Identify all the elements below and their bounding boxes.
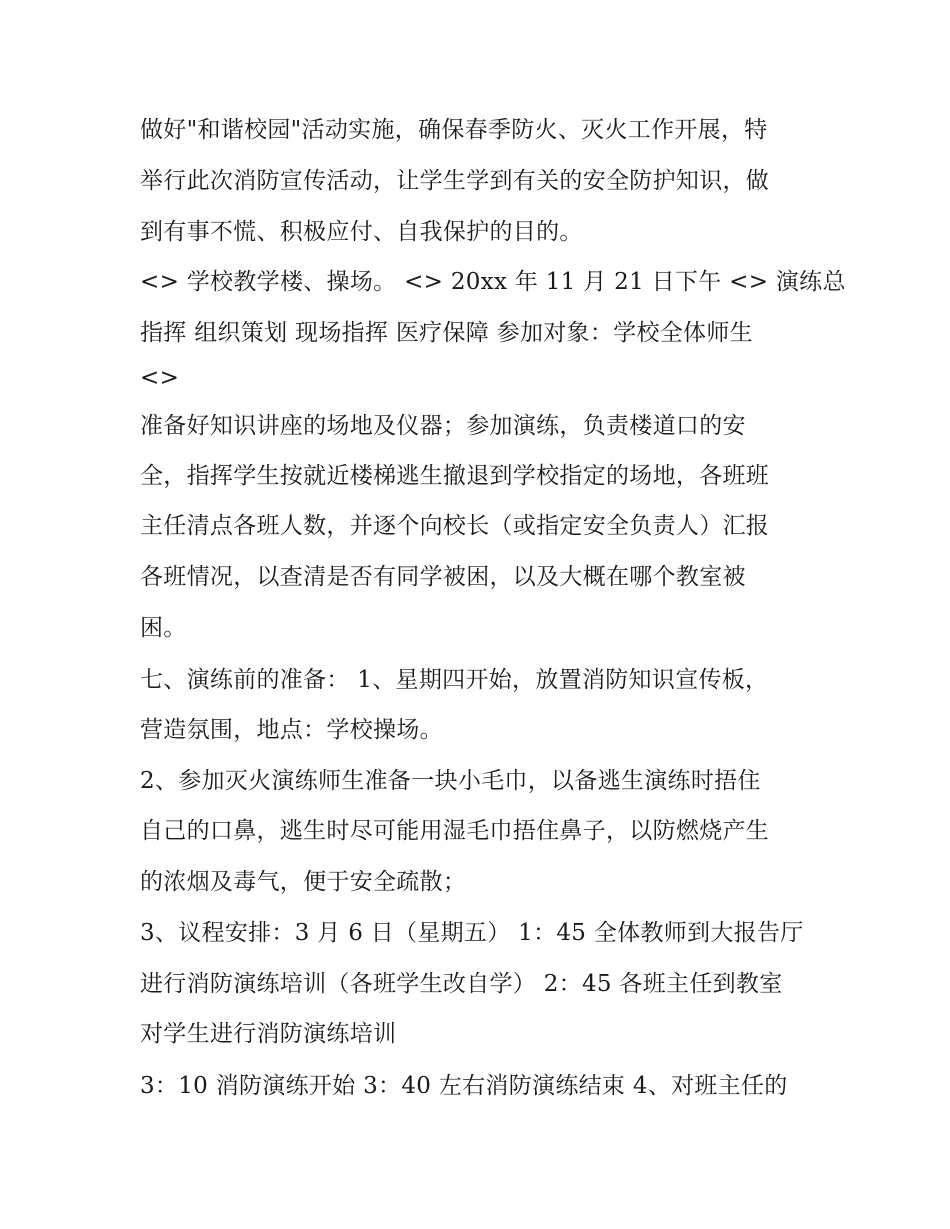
text-line: <> <box>140 365 180 391</box>
text-line: 3、议程安排：3 月 6 日（星期五） 1：45 全体教师到大报告厅 <box>140 920 804 946</box>
text-line: 自己的口鼻，逃生时尽可能用湿毛巾捂住鼻子，以防燃烧产生 <box>140 818 770 844</box>
text-line: 困。 <box>140 615 187 641</box>
text-line: <> 学校教学楼、操场。 <> 20xx 年 11 月 21 日下午 <> 演练总 <box>140 269 846 295</box>
text-line: 做好"和谐校园"活动实施，确保春季防火、灭火工作开展，特 <box>140 117 768 143</box>
text-line: 到有事不慌、积极应付、自我保护的目的。 <box>140 219 583 245</box>
text-line: 的浓烟及毒气，便于安全疏散； <box>140 869 467 895</box>
text-line: 2、参加灭火演练师生准备一块小毛巾，以备逃生演练时捂住 <box>140 768 761 794</box>
text-line: 七、演练前的准备： 1、星期四开始，放置消防知识宣传板， <box>140 667 769 693</box>
text-line: 准备好知识讲座的场地及仪器；参加演练，负责楼道口的安 <box>140 413 746 439</box>
text-line: 举行此次消防宣传活动，让学生学到有关的安全防护知识，做 <box>140 168 770 194</box>
text-line: 各班情况，以查清是否有同学被困，以及大概在哪个教室被 <box>140 564 746 590</box>
text-line: 指挥 组织策划 现场指挥 医疗保障 参加对象：学校全体师生 <box>140 320 753 346</box>
text-line: 进行消防演练培训（各班学生改自学） 2：45 各班主任到教室 <box>140 971 783 997</box>
text-line: 主任清点各班人数，并逐个向校长（或指定安全负责人）汇报 <box>140 513 770 539</box>
text-line: 对学生进行消防演练培训 <box>140 1021 397 1047</box>
text-line: 3：10 消防演练开始 3：40 左右消防演练结束 4、对班主任的 <box>140 1073 788 1099</box>
text-line: 营造氛围，地点：学校操场。 <box>140 717 443 743</box>
text-line: 全，指挥学生按就近楼梯逃生撤退到学校指定的场地，各班班 <box>140 463 770 489</box>
